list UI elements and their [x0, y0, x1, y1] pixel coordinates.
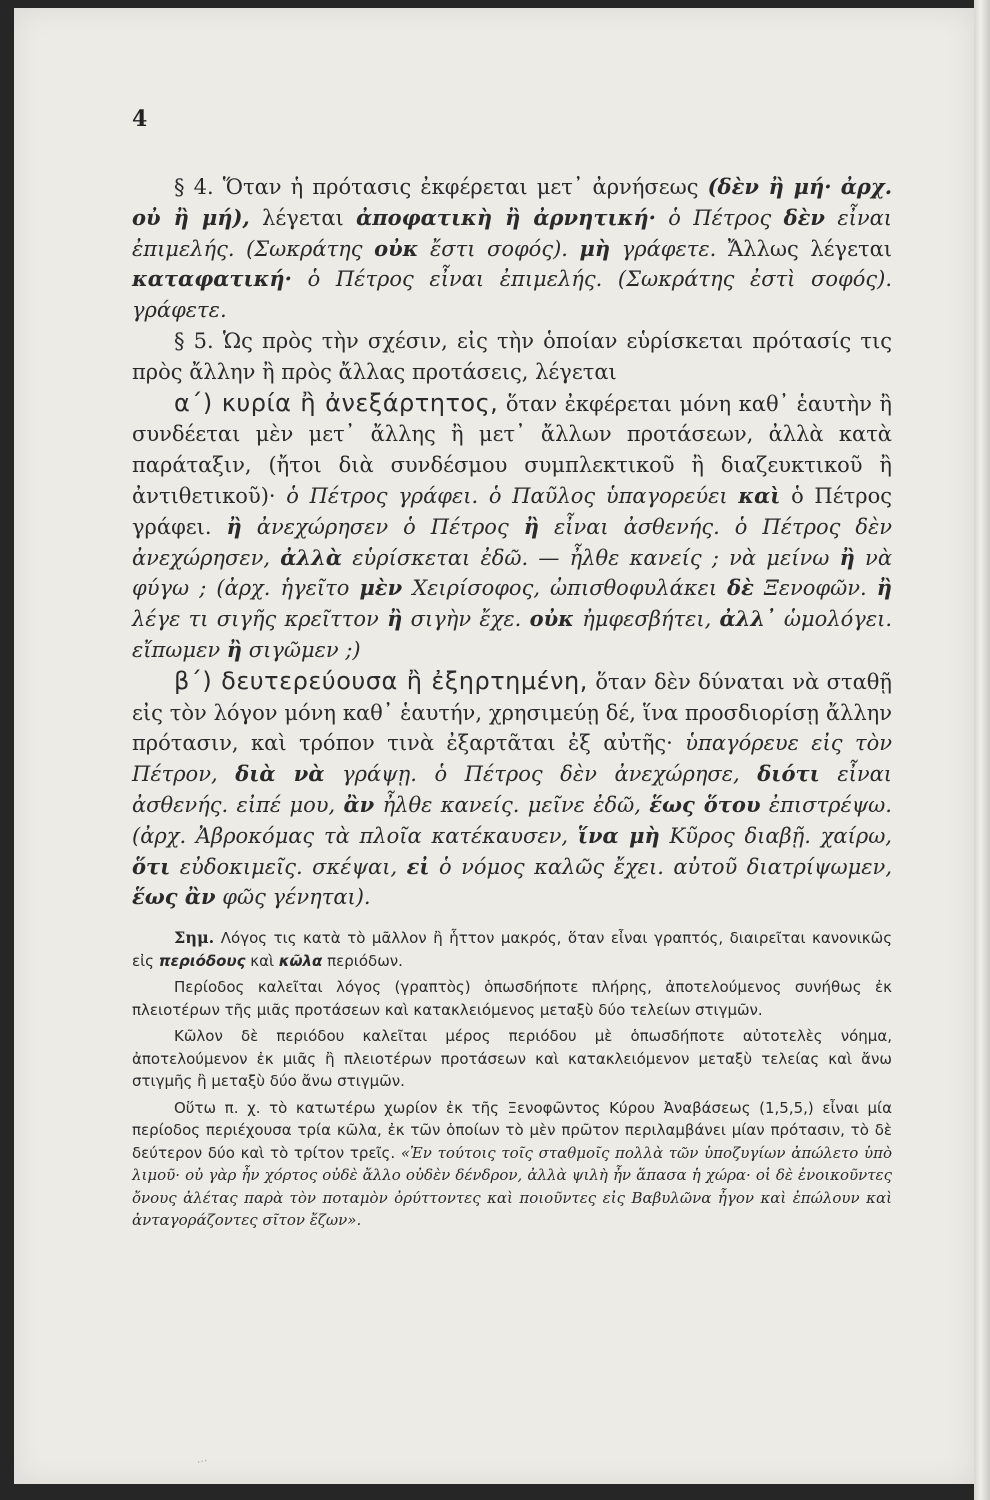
- example: ὡμολόγει. εἴπωμεν: [132, 607, 893, 662]
- example: Κῦρος διαβῇ. χαίρω,: [659, 823, 892, 848]
- emphasis: ἀρχ. οὐ ἢ μή),: [132, 174, 892, 230]
- emphasis: ἀλλ᾽: [719, 606, 776, 632]
- note-paragraph-2: Περίοδος καλεῖται λόγος (γραπτὸς) ὁπωσδήποτε πλήρης, ἀποτελούμενος συνήθως ἐκ πλειοτέρων τῆς μιᾶς προτάσεων καὶ κατακλειόμενος μεταξὺ δύο τελείων στιγμῶν.: [132, 978, 892, 1019]
- example: εἶναι ἐπιμελής. (Σωκράτης: [132, 205, 893, 261]
- example: ὁ Πέτρος γράφει. ὁ Παῦλος ὑπαγορεύει: [275, 483, 739, 508]
- text-run: καὶ: [245, 951, 279, 970]
- emphasis: ἂν: [343, 791, 375, 817]
- text-run: ὅταν δὲν δύναται νὰ σταθῇ εἰς τὸν λόγον μόνη καθ᾽ ἑαυτήν, χρησιμεύῃ δέ, ἵνα προσδιορίσῃ ἄλλην πρότασιν, καὶ τρόπον τινὰ ἐξαρτᾶται ἐξ αὐτῆς·: [132, 669, 892, 756]
- text-run: § 4. Ὅταν ἡ πρότασις ἐκφέρεται μετ᾽ ἀρνήσεως: [174, 175, 708, 199]
- example: ὑπαγόρευε εἰς τὸν Πέτρον,: [132, 731, 892, 787]
- note-paragraph-4: [132, 1097, 892, 1232]
- emphasis: ὅτι: [132, 853, 171, 879]
- section-5-b: [132, 666, 892, 913]
- section-5-intro: § 5. Ὡς πρὸς τὴν σχέσιν, εἰς τὴν ὁποίαν εὑρίσκεται πρότασίς τις πρὸς ἄλλην ἢ πρὸς ἄλλας προτάσεις, λέγεται: [132, 328, 892, 384]
- note-paragraph-1: [132, 927, 892, 972]
- emphasis: δὲ: [727, 575, 754, 601]
- example: ἔστι σοφός).: [418, 236, 580, 261]
- text-run: περιόδων.: [322, 951, 403, 970]
- term-subordinate-clause: β΄) δευτερεύουσα ἢ ἐξηρτημένη,: [174, 666, 588, 695]
- section-5-a: [132, 388, 892, 666]
- example: ἐπιστρέψω. (ἀρχ. Ἀβροκόμας τὰ πλοῖα κατέκαυσεν,: [132, 792, 892, 848]
- example: ἦλθε κανείς. μεῖνε ἐδῶ,: [374, 792, 650, 817]
- example: εὑρίσκεται ἐδῶ. — ἦλθε κανείς ; νὰ μείνω: [342, 545, 840, 570]
- example: εὐδοκιμεῖς. σκέψαι,: [170, 854, 407, 879]
- emphasis: ἢ: [839, 544, 855, 570]
- emphasis: καὶ: [738, 482, 781, 508]
- text-run: ὅταν ἐκφέρεται μόνη καθ᾽ ἑαυτὴν ἢ συνδέεται μὲν μετ᾽ ἄλλης ἢ μετ᾽ ἄλλων προτάσεων, ἀλλὰ κατὰ παράταξιν, (ἤτοι διὰ συνδέσμου συμπλεκτικοῦ ἢ διαζευκτικοῦ ἢ ἀντιθετικοῦ)·: [132, 391, 892, 508]
- example: λέγε τι σιγῆς κρεῖττον: [132, 607, 388, 632]
- section-4-paragraph: [132, 172, 892, 326]
- example: Ξενοφῶν.: [753, 576, 877, 601]
- term-cola: κῶλα: [278, 951, 323, 970]
- emphasis: διότι: [757, 761, 820, 787]
- page-content: [132, 172, 892, 1232]
- emphasis: ἕως ὅτου: [649, 791, 761, 817]
- example: Χειρίσοφος, ὠπισθοφυλάκει: [402, 576, 728, 601]
- example: σιγὴν ἔχε.: [402, 607, 530, 632]
- emphasis: οὐκ: [529, 606, 574, 632]
- note-paragraph-3: Κῶλον δὲ περιόδου καλεῖται μέρος περιόδου μὲ ὁπωσδήποτε αὐτοτελὲς νόημα, ἀποτελούμενον ἐκ μιᾶς ἢ πλειοτέρων προτάσεων καὶ κατακλειόμενον μεταξὺ τελείας καὶ ἄνω στιγμῆς ἢ μεταξὺ δύο ἄνω στιγμῶν.: [132, 1027, 892, 1091]
- emphasis: μὲν: [359, 575, 403, 601]
- example: ὁ Πέτρος εἶναι ἐπιμελής. (Σωκράτης ἐστὶ σοφός). γράφετε.: [132, 267, 892, 323]
- example: ἀνεχώρησεν ὁ Πέτρος: [241, 514, 524, 539]
- emphasis: ἀλλὰ: [280, 544, 343, 570]
- emphasis: δὲν: [783, 204, 825, 230]
- emphasis: ἢ: [523, 513, 539, 539]
- pencil-mark: …: [194, 1450, 209, 1467]
- example: ὁ νόμος καλῶς ἔχει. αὐτοῦ διατρίψωμεν,: [429, 854, 892, 879]
- emphasis: ἢ: [226, 636, 243, 662]
- emphasis: (δὲν ἢ μή·: [707, 174, 832, 199]
- example: εἶναι ἀσθενής. ὁ Πέτρος δὲν ἀνεχώρησεν,: [132, 514, 892, 570]
- term-negative: ἀποφατικὴ ἢ ἀρνητική·: [356, 204, 656, 230]
- example: φῶς γένηται).: [215, 885, 371, 910]
- footnote-block: [132, 927, 892, 1232]
- emphasis: ἢ: [226, 513, 242, 539]
- emphasis: ἕως ἂν: [132, 884, 216, 910]
- example: σιγῶμεν ;): [242, 637, 361, 662]
- emphasis: οὐκ: [374, 235, 419, 261]
- emphasis: διὰ νὰ: [235, 761, 325, 787]
- text-run: λέγεται: [249, 205, 357, 230]
- emphasis: μὴ: [579, 235, 611, 261]
- example: ἠμφεσβήτει,: [573, 607, 720, 632]
- emphasis: ἢ: [876, 575, 893, 601]
- example: ὁ Πέτρος γράφει.: [132, 483, 892, 539]
- main-text: [132, 172, 892, 913]
- text-run: Λόγος τις κατὰ τὸ μᾶλλον ἢ ἧττον μακρός, ὅταν εἶναι γραπτός, διαιρεῖται κανονικῶς εἰς: [132, 929, 892, 970]
- page-edge: [974, 0, 990, 1500]
- example: ὁ Πέτρος: [655, 205, 784, 230]
- page-number: 4: [132, 106, 148, 132]
- term-affirmative: καταφατική·: [132, 266, 292, 292]
- text-run: Οὕτω π. χ. τὸ κατωτέρω χωρίον ἐκ τῆς Ξενοφῶντος Κύρου Ἀναβάσεως (1,5,5,) εἶναι μία περίοδος περιέχουσα τρία κῶλα, ἐκ τῶν ὁποίων τὸ μὲν πρῶτον περιλαμβάνει μίαν πρότασιν, τὸ δὲ δεύτερον δύο καὶ τὸ τρίτον τρεῖς.: [132, 1098, 892, 1162]
- term-periods: περιόδους: [158, 951, 246, 970]
- example: γράψῃ. ὁ Πέτρος δὲν ἀνεχώρησε,: [324, 762, 758, 787]
- emphasis: ἵνα μὴ: [577, 822, 660, 848]
- example: εἶναι ἀσθενής. εἰπέ μου,: [132, 762, 893, 817]
- example: νὰ φύγω ; (ἀρχ. ἡγεῖτο: [132, 545, 893, 601]
- xenophon-quote: «Ἐν τούτοις τοῖς σταθμοῖς πολλὰ τῶν ὑποζυγίων ἀπώλετο ὑπὸ λιμοῦ· οὐ γὰρ ἦν χόρτος οὐδὲ ἄλλο οὐδὲν δένδρον, ἀλλὰ ψιλὴ ἦν ἅπασα ἡ χώρα· οἱ δὲ ἐνοικοῦντες ὄνους ἀλέτας παρὰ τὸν ποταμὸν ὀρύττοντες καὶ ποιοῦντες εἰς Βαβυλῶνα ἦγον καὶ ἐπώλουν καὶ ἀνταγοράζοντες σῖτον ἔζων».: [132, 1143, 892, 1230]
- emphasis: εἰ: [406, 853, 430, 879]
- note-label: Σημ.: [174, 928, 215, 948]
- term-main-clause: α΄) κυρία ἢ ἀνεξάρτητος,: [174, 388, 499, 417]
- text-run: Ἄλλως λέγεται: [716, 236, 893, 261]
- example: γράφετε.: [610, 236, 717, 261]
- emphasis: ἢ: [387, 606, 403, 632]
